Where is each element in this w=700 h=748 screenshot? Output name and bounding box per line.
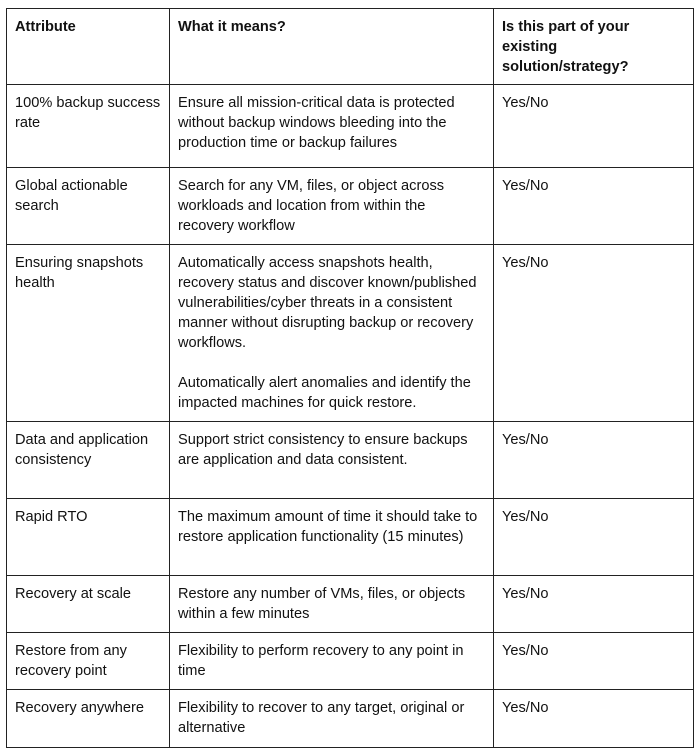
attribute-cell: Ensuring snapshots health <box>7 245 170 422</box>
answer-cell: Yes/No <box>494 633 694 690</box>
meaning-text: Restore any number of VMs, files, or objects within a few minutes <box>178 586 466 622</box>
meaning-text: Automatically alert anomalies and identify the impacted machines for quick restore. <box>178 375 471 411</box>
attribute-cell: Global actionable search <box>7 168 170 245</box>
meaning-text: Ensure all mission-critical data is protected without backup windows bleeding into the production time or backup failures <box>178 95 455 151</box>
table-row <box>7 85 694 168</box>
meaning-text: Search for any VM, files, or object across workloads and location from within the recovery workflow <box>178 178 445 234</box>
answer-cell: Yes/No <box>494 576 694 633</box>
table-row <box>7 168 694 245</box>
meaning-cell <box>170 633 494 690</box>
attribute-cell: 100% backup success rate <box>7 85 170 168</box>
meaning-cell <box>170 499 494 576</box>
table-row <box>7 245 694 422</box>
answer-cell: Yes/No <box>494 690 694 748</box>
answer-cell: Yes/No <box>494 168 694 245</box>
meaning-text: Automatically access snapshots health, recovery status and discover known/published vulnerabilities/cyber threats in a consistent manner without disrupting backup or recovery workflows. <box>178 255 477 351</box>
table-row <box>7 690 694 748</box>
table-header-row <box>7 9 694 85</box>
table-row <box>7 633 694 690</box>
attribute-cell: Recovery anywhere <box>7 690 170 748</box>
meaning-cell <box>170 422 494 499</box>
table-row <box>7 499 694 576</box>
answer-cell: Yes/No <box>494 499 694 576</box>
meaning-cell <box>170 245 494 422</box>
answer-cell: Yes/No <box>494 85 694 168</box>
attribute-cell: Recovery at scale <box>7 576 170 633</box>
header-existing-solution: Is this part of your existing solution/strategy? <box>494 9 694 85</box>
meaning-text: Flexibility to recover to any target, original or alternative <box>178 700 465 736</box>
meaning-text: Flexibility to perform recovery to any point in time <box>178 643 464 679</box>
meaning-cell <box>170 85 494 168</box>
answer-cell: Yes/No <box>494 422 694 499</box>
meaning-text: Support strict consistency to ensure backups are application and data consistent. <box>178 432 468 468</box>
meaning-cell <box>170 168 494 245</box>
meaning-cell <box>170 576 494 633</box>
attribute-cell: Data and application consistency <box>7 422 170 499</box>
meaning-text: The maximum amount of time it should take to restore application functionality (15 minutes) <box>178 509 478 545</box>
meaning-cell <box>170 690 494 748</box>
attributes-table <box>6 8 694 748</box>
table-row <box>7 576 694 633</box>
attribute-cell: Restore from any recovery point <box>7 633 170 690</box>
attribute-cell: Rapid RTO <box>7 499 170 576</box>
answer-cell: Yes/No <box>494 245 694 422</box>
header-what-it-means: What it means? <box>170 9 494 85</box>
table-row <box>7 422 694 499</box>
header-attribute: Attribute <box>7 9 170 85</box>
